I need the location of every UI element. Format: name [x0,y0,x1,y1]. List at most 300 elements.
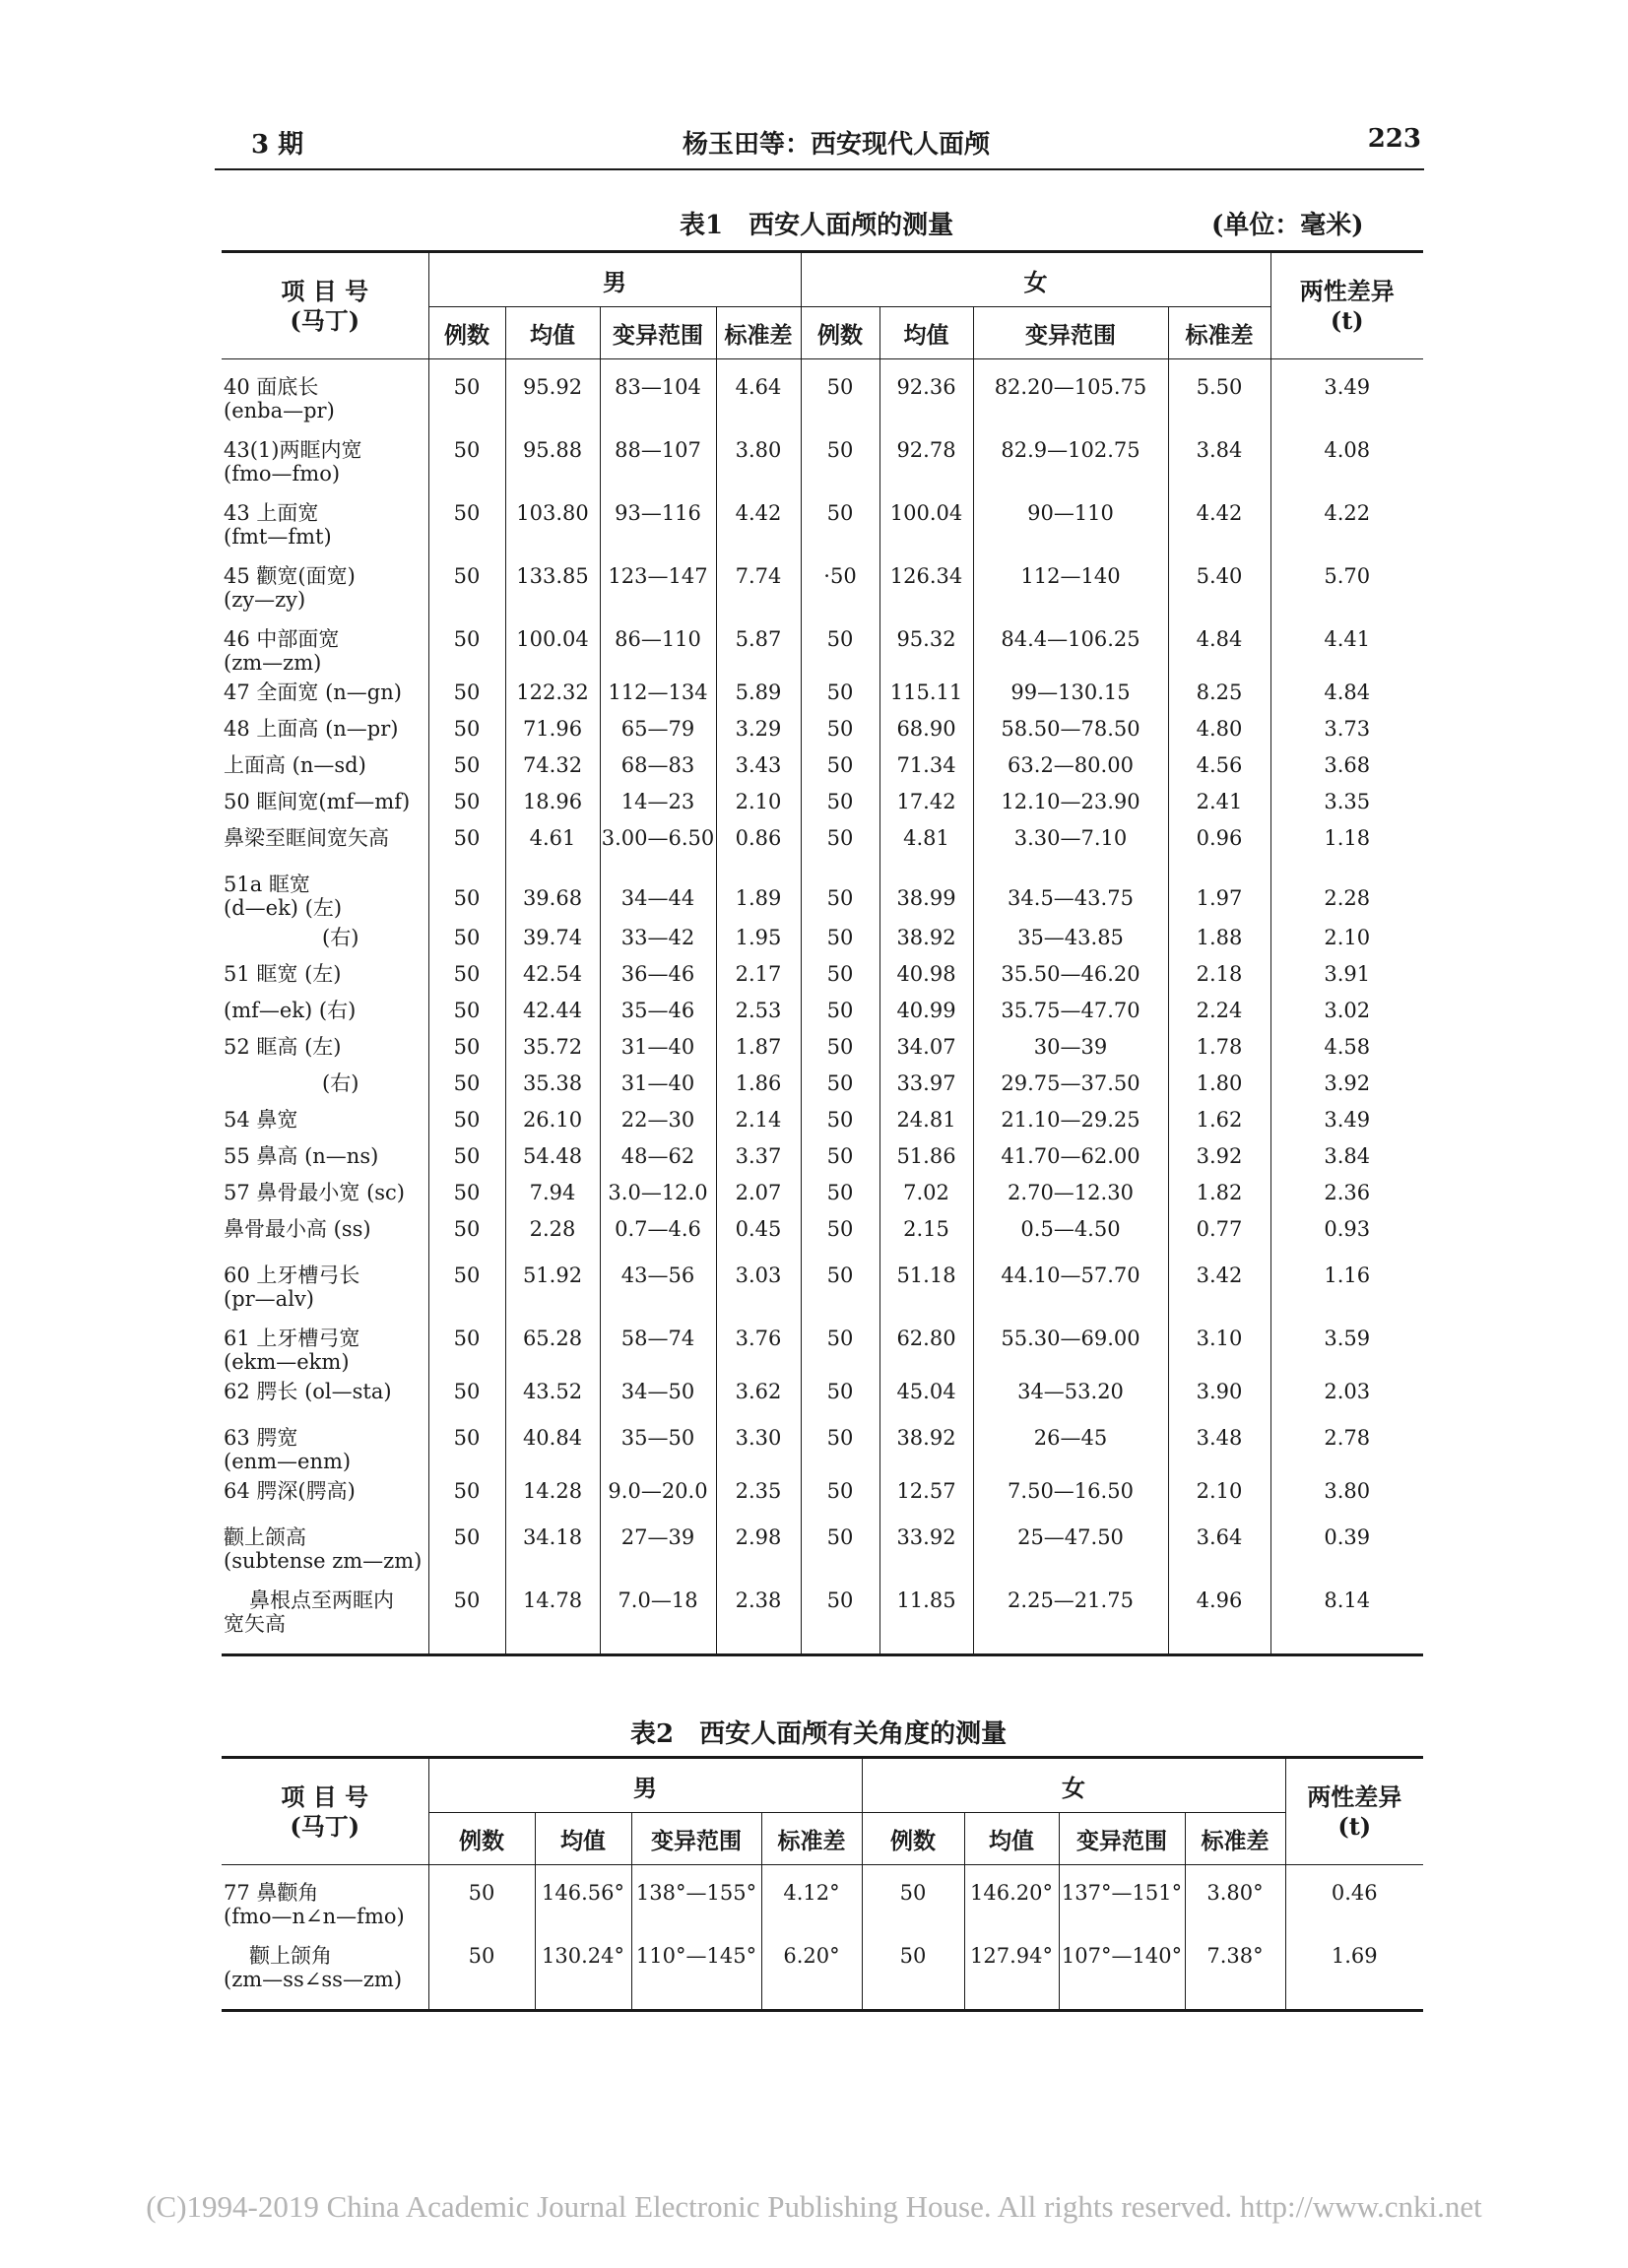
male-count-cell: 50 [428,747,505,784]
item-label: 57 鼻骨最小宽 (sc) [224,1181,405,1204]
item-label: 43 上面宽 [224,501,319,525]
male-sd-cell: 5.87 [716,612,801,675]
sex-difference-cell: 4.22 [1270,486,1423,549]
male-range-cell: 22—30 [600,1102,716,1138]
male-count-cell: 50 [428,549,505,612]
male-range-cell: 86—110 [600,612,716,675]
female-sd-cell: 1.62 [1168,1102,1270,1138]
male-range-cell: 31—40 [600,1029,716,1066]
table-row [222,1573,1423,1655]
female-count-cell: 50 [801,1374,879,1410]
item-cell [222,857,428,920]
male-count-cell: 50 [428,1865,535,1929]
male-sd-cell: 3.37 [716,1138,801,1175]
female-sd-cell: 3.84 [1168,422,1270,486]
female-sd-cell: 5.40 [1168,549,1270,612]
item-cell [222,784,428,820]
male-mean-cell: 4.61 [505,820,600,857]
item-cell [222,1374,428,1410]
female-mean-cell: 24.81 [879,1102,973,1138]
male-sd-cell: 6.20° [761,1928,862,2011]
diff-header-line2: (t) [1337,1811,1372,1841]
male-mean-cell: 100.04 [505,612,600,675]
item-label: (pr—alv) [224,1287,314,1311]
female-mean-cell: 92.36 [879,359,973,423]
male-mean-cell: 39.68 [505,857,600,920]
sex-difference-cell: 3.68 [1270,747,1423,784]
item-label: 54 鼻宽 [224,1108,298,1132]
item-header-line2: (马丁) [290,305,360,335]
diff-header-line1: 两性差异 [1299,276,1395,305]
female-group-header: 女 [862,1758,1285,1813]
female-count-cell: 50 [801,1410,879,1473]
male-count-cell: 50 [428,359,505,423]
male-range-header: 变异范围 [631,1813,761,1865]
male-count-header: 例数 [428,307,505,359]
sex-difference-cell: 3.84 [1270,1138,1423,1175]
table-row [222,1928,1423,2011]
female-mean-cell: 33.97 [879,1066,973,1102]
item-label: 62 腭长 (ol—sta) [224,1380,392,1403]
female-range-cell: 58.50—78.50 [973,711,1168,747]
male-sd-cell: 4.42 [716,486,801,549]
item-cell [222,1029,428,1066]
item-cell [222,359,428,423]
item-label: 52 眶高 (左) [224,1035,342,1059]
male-count-cell: 50 [428,422,505,486]
male-count-cell: 50 [428,1066,505,1102]
male-sd-cell: 4.64 [716,359,801,423]
male-range-cell: 35—50 [600,1410,716,1473]
male-mean-cell: 39.74 [505,920,600,956]
male-sd-cell: 2.10 [716,784,801,820]
female-range-cell: 26—45 [973,1410,1168,1473]
male-count-cell: 50 [428,1211,505,1248]
male-mean-cell: 103.80 [505,486,600,549]
female-mean-cell: 38.92 [879,920,973,956]
male-mean-cell: 7.94 [505,1175,600,1211]
sex-difference-cell: 2.03 [1270,1374,1423,1410]
female-count-cell: 50 [801,1573,879,1655]
female-count-cell: 50 [801,422,879,486]
table-row [222,956,1423,993]
male-mean-cell: 43.52 [505,1374,600,1410]
female-mean-cell: 126.34 [879,549,973,612]
female-mean-cell: 40.98 [879,956,973,993]
male-count-cell: 50 [428,784,505,820]
table-row [222,1311,1423,1374]
item-label: (zm—ss∠ss—zm) [224,1968,403,1991]
item-label: (fmo—fmo) [224,462,341,486]
sex-difference-cell: 4.84 [1270,675,1423,711]
sex-difference-cell: 5.70 [1270,549,1423,612]
item-label: 48 上面高 (n—pr) [224,717,399,741]
item-label: 51a 眶宽 [224,873,310,896]
female-sd-cell: 0.96 [1168,820,1270,857]
item-cell [222,711,428,747]
table-row [222,1473,1423,1510]
item-label: 40 面底长 [224,375,319,399]
female-count-cell: 50 [801,1311,879,1374]
female-mean-cell: 33.92 [879,1510,973,1573]
male-mean-cell: 35.72 [505,1029,600,1066]
male-range-cell: 34—44 [600,857,716,920]
female-mean-cell: 146.20° [964,1865,1059,1929]
item-label: 43(1)两眶内宽 [224,438,362,462]
male-range-cell: 110°—145° [631,1928,761,2011]
female-sd-cell: 2.41 [1168,784,1270,820]
item-label: 64 腭深(腭高) [224,1479,356,1503]
table-row [222,1510,1423,1573]
male-group-header: 男 [428,1758,862,1813]
item-header [222,1758,428,1865]
female-sd-cell: 3.64 [1168,1510,1270,1573]
female-group-header: 女 [801,252,1270,307]
female-sd-cell: 2.10 [1168,1473,1270,1510]
male-count-cell: 50 [428,1510,505,1573]
female-sd-cell: 1.97 [1168,857,1270,920]
item-label: 51 眶宽 (左) [224,962,342,986]
item-label: 55 鼻高 (n—ns) [224,1144,379,1168]
female-count-cell: 50 [801,711,879,747]
male-sd-cell: 1.95 [716,920,801,956]
male-count-cell: 50 [428,857,505,920]
male-mean-header: 均值 [505,307,600,359]
male-count-cell: 50 [428,1410,505,1473]
female-sd-cell: 3.48 [1168,1410,1270,1473]
copyright-footer: (C)1994-2019 China Academic Journal Electronic Publishing House. All rights reserved. http://www.cnki.net [146,2189,1482,2224]
female-count-header: 例数 [801,307,879,359]
female-sd-cell: 1.82 [1168,1175,1270,1211]
female-sd-cell: 3.10 [1168,1311,1270,1374]
female-mean-cell: 51.18 [879,1248,973,1311]
item-cell [222,1248,428,1311]
male-mean-cell: 133.85 [505,549,600,612]
female-count-cell: 50 [801,857,879,920]
item-label: 60 上牙槽弓长 [224,1264,360,1287]
male-range-cell: 35—46 [600,993,716,1029]
sex-difference-cell: 0.39 [1270,1510,1423,1573]
item-label: 50 眶间宽(mf—mf) [224,790,411,813]
female-mean-header: 均值 [964,1813,1059,1865]
male-sd-cell: 3.43 [716,747,801,784]
female-sd-cell: 1.80 [1168,1066,1270,1102]
table-row [222,747,1423,784]
table-row [222,820,1423,857]
female-count-cell: 50 [801,1510,879,1573]
female-mean-header: 均值 [879,307,973,359]
item-cell [222,549,428,612]
table-row [222,857,1423,920]
male-count-cell: 50 [428,1374,505,1410]
male-mean-cell: 34.18 [505,1510,600,1573]
male-mean-cell: 146.56° [535,1865,631,1929]
female-count-cell: 50 [801,956,879,993]
female-count-cell: ·50 [801,549,879,612]
item-label: 鼻梁至眶间宽矢高 [224,826,389,850]
male-range-cell: 36—46 [600,956,716,993]
item-label: 宽矢高 [224,1612,286,1636]
item-label: 61 上牙槽弓宽 [224,1327,360,1350]
item-cell [222,1865,428,1929]
male-range-cell: 112—134 [600,675,716,711]
table-row [222,1410,1423,1473]
male-range-cell: 65—79 [600,711,716,747]
male-sd-cell: 0.86 [716,820,801,857]
female-range-cell: 41.70—62.00 [973,1138,1168,1175]
female-mean-cell: 68.90 [879,711,973,747]
item-cell [222,1473,428,1510]
item-label: 颧上颌高 [224,1525,306,1549]
male-sd-cell: 0.45 [716,1211,801,1248]
male-sd-cell: 7.74 [716,549,801,612]
male-mean-cell: 122.32 [505,675,600,711]
female-sd-cell: 8.25 [1168,675,1270,711]
male-sd-header: 标准差 [716,307,801,359]
sex-difference-cell: 2.78 [1270,1410,1423,1473]
table-row [222,1248,1423,1311]
item-header [222,252,428,359]
female-count-cell: 50 [801,920,879,956]
male-range-cell: 43—56 [600,1248,716,1311]
female-mean-cell: 40.99 [879,993,973,1029]
item-label: (enba—pr) [224,399,335,422]
male-mean-cell: 14.78 [505,1573,600,1655]
female-range-cell: 3.30—7.10 [973,820,1168,857]
sex-difference-cell: 2.28 [1270,857,1423,920]
sex-difference-cell: 3.73 [1270,711,1423,747]
female-count-cell: 50 [801,1138,879,1175]
male-range-cell: 83—104 [600,359,716,423]
female-range-cell: 55.30—69.00 [973,1311,1168,1374]
female-count-cell: 50 [801,784,879,820]
item-header-line1: 项 目 号 [281,276,369,305]
female-mean-cell: 92.78 [879,422,973,486]
table-row [222,1211,1423,1248]
female-mean-cell: 95.32 [879,612,973,675]
female-count-cell: 50 [801,747,879,784]
female-range-cell: 30—39 [973,1029,1168,1066]
item-cell [222,1211,428,1248]
male-mean-cell: 54.48 [505,1138,600,1175]
male-count-cell: 50 [428,920,505,956]
female-sd-header: 标准差 [1168,307,1270,359]
item-label: 63 腭宽 [224,1426,298,1450]
sex-difference-cell: 1.69 [1285,1928,1423,2011]
female-count-cell: 50 [801,675,879,711]
female-range-cell: 112—140 [973,549,1168,612]
female-mean-cell: 12.57 [879,1473,973,1510]
item-cell [222,820,428,857]
female-sd-cell: 5.50 [1168,359,1270,423]
item-label: (subtense zm—zm) [224,1549,423,1573]
male-mean-cell: 130.24° [535,1928,631,2011]
item-cell [222,1066,428,1102]
female-count-cell: 50 [801,612,879,675]
female-count-cell: 50 [801,1066,879,1102]
male-count-cell: 50 [428,1573,505,1655]
item-label: (zm—zm) [224,651,322,675]
female-range-header: 变异范围 [1059,1813,1185,1865]
male-group-header: 男 [428,252,801,307]
sex-difference-cell: 3.59 [1270,1311,1423,1374]
female-mean-cell: 115.11 [879,675,973,711]
table1-caption: 表1 西安人面颅的测量 [680,211,954,240]
male-sd-cell: 2.17 [716,956,801,993]
male-range-cell: 7.0—18 [600,1573,716,1655]
female-mean-cell: 38.92 [879,1410,973,1473]
female-range-cell: 2.25—21.75 [973,1573,1168,1655]
male-mean-header: 均值 [535,1813,631,1865]
item-header-line2: (马丁) [290,1811,360,1841]
table-row [222,675,1423,711]
sex-difference-cell: 8.14 [1270,1573,1423,1655]
sex-difference-cell: 4.08 [1270,422,1423,486]
male-sd-cell: 3.62 [716,1374,801,1410]
male-count-cell: 50 [428,1029,505,1066]
female-sd-cell: 0.77 [1168,1211,1270,1248]
male-mean-cell: 42.54 [505,956,600,993]
item-cell [222,1573,428,1655]
female-mean-cell: 62.80 [879,1311,973,1374]
item-cell [222,422,428,486]
male-sd-cell: 3.03 [716,1248,801,1311]
male-range-header: 变异范围 [600,307,716,359]
male-range-cell: 68—83 [600,747,716,784]
female-sd-cell: 4.96 [1168,1573,1270,1655]
sex-difference-cell: 4.58 [1270,1029,1423,1066]
male-count-cell: 50 [428,675,505,711]
female-mean-cell: 4.81 [879,820,973,857]
male-range-cell: 14—23 [600,784,716,820]
item-cell [222,1928,428,2011]
male-mean-cell: 71.96 [505,711,600,747]
table-row [222,1138,1423,1175]
female-mean-cell: 71.34 [879,747,973,784]
male-count-cell: 50 [428,1175,505,1211]
male-range-cell: 58—74 [600,1311,716,1374]
item-cell [222,1311,428,1374]
male-sd-cell: 1.86 [716,1066,801,1102]
male-range-cell: 48—62 [600,1138,716,1175]
female-sd-cell: 2.24 [1168,993,1270,1029]
table2-caption: 表2 西安人面颅有关角度的测量 [630,1719,1008,1749]
item-cell [222,1102,428,1138]
female-sd-cell: 7.38° [1185,1928,1285,2011]
female-mean-cell: 17.42 [879,784,973,820]
item-cell [222,747,428,784]
male-mean-cell: 35.38 [505,1066,600,1102]
sex-difference-cell: 3.49 [1270,1102,1423,1138]
female-range-cell: 99—130.15 [973,675,1168,711]
male-sd-cell: 1.87 [716,1029,801,1066]
female-mean-cell: 7.02 [879,1175,973,1211]
female-count-header: 例数 [862,1813,964,1865]
table1-face-measurements [222,250,1423,1656]
male-count-cell: 50 [428,1248,505,1311]
item-label: (zy—zy) [224,588,306,612]
female-count-cell: 50 [801,1248,879,1311]
item-cell [222,920,428,956]
female-count-cell: 50 [801,1211,879,1248]
table-row [222,486,1423,549]
female-range-cell: 21.10—29.25 [973,1102,1168,1138]
table2-body [222,1865,1423,2011]
item-label: (右) [322,926,359,949]
male-mean-cell: 26.10 [505,1102,600,1138]
male-count-cell: 50 [428,486,505,549]
male-count-cell: 50 [428,1102,505,1138]
female-range-cell: 82.20—105.75 [973,359,1168,423]
male-sd-cell: 2.07 [716,1175,801,1211]
female-count-cell: 50 [801,359,879,423]
female-sd-cell: 3.92 [1168,1138,1270,1175]
running-header [251,124,1421,160]
table-row [222,1102,1423,1138]
female-sd-header: 标准差 [1185,1813,1285,1865]
table-row [222,1865,1423,1929]
item-label: 47 全面宽 (n—gn) [224,680,402,704]
sex-difference-cell: 3.91 [1270,956,1423,993]
item-label: 45 颧宽(面宽) [224,564,356,588]
table-row [222,784,1423,820]
diff-header-line1: 两性差异 [1307,1782,1402,1811]
female-sd-cell: 3.80° [1185,1865,1285,1929]
male-mean-cell: 65.28 [505,1311,600,1374]
female-range-cell: 107°—140° [1059,1928,1185,2011]
male-mean-cell: 95.92 [505,359,600,423]
sex-difference-cell: 4.41 [1270,612,1423,675]
sex-difference-cell: 3.02 [1270,993,1423,1029]
female-range-cell: 84.4—106.25 [973,612,1168,675]
female-range-cell: 2.70—12.30 [973,1175,1168,1211]
female-count-cell: 50 [801,486,879,549]
male-count-header: 例数 [428,1813,535,1865]
female-count-cell: 50 [801,1102,879,1138]
male-range-cell: 123—147 [600,549,716,612]
item-label: (d—ek) (左) [224,896,343,920]
page-number: 223 [1367,124,1421,154]
female-range-cell: 63.2—80.00 [973,747,1168,784]
diff-header-line2: (t) [1330,305,1364,335]
item-cell [222,956,428,993]
male-mean-cell: 95.88 [505,422,600,486]
table-row [222,549,1423,612]
female-count-cell: 50 [862,1928,964,2011]
male-range-cell: 3.00—6.50 [600,820,716,857]
item-cell [222,1175,428,1211]
issue-number: 3 期 [251,130,304,160]
female-sd-cell: 4.42 [1168,486,1270,549]
sex-difference-cell: 1.16 [1270,1248,1423,1311]
item-label: 颧上颌角 [249,1944,332,1968]
sex-difference-cell: 3.35 [1270,784,1423,820]
male-sd-cell: 2.53 [716,993,801,1029]
male-range-cell: 27—39 [600,1510,716,1573]
item-label: 77 鼻颧角 [224,1881,319,1905]
female-mean-cell: 45.04 [879,1374,973,1410]
male-sd-cell: 3.29 [716,711,801,747]
female-range-cell: 12.10—23.90 [973,784,1168,820]
table-row [222,1374,1423,1410]
female-mean-cell: 127.94° [964,1928,1059,2011]
male-mean-cell: 14.28 [505,1473,600,1510]
female-mean-cell: 11.85 [879,1573,973,1655]
item-cell [222,675,428,711]
item-header-line1: 项 目 号 [281,1782,369,1811]
sex-difference-cell: 3.80 [1270,1473,1423,1510]
male-sd-cell: 2.14 [716,1102,801,1138]
